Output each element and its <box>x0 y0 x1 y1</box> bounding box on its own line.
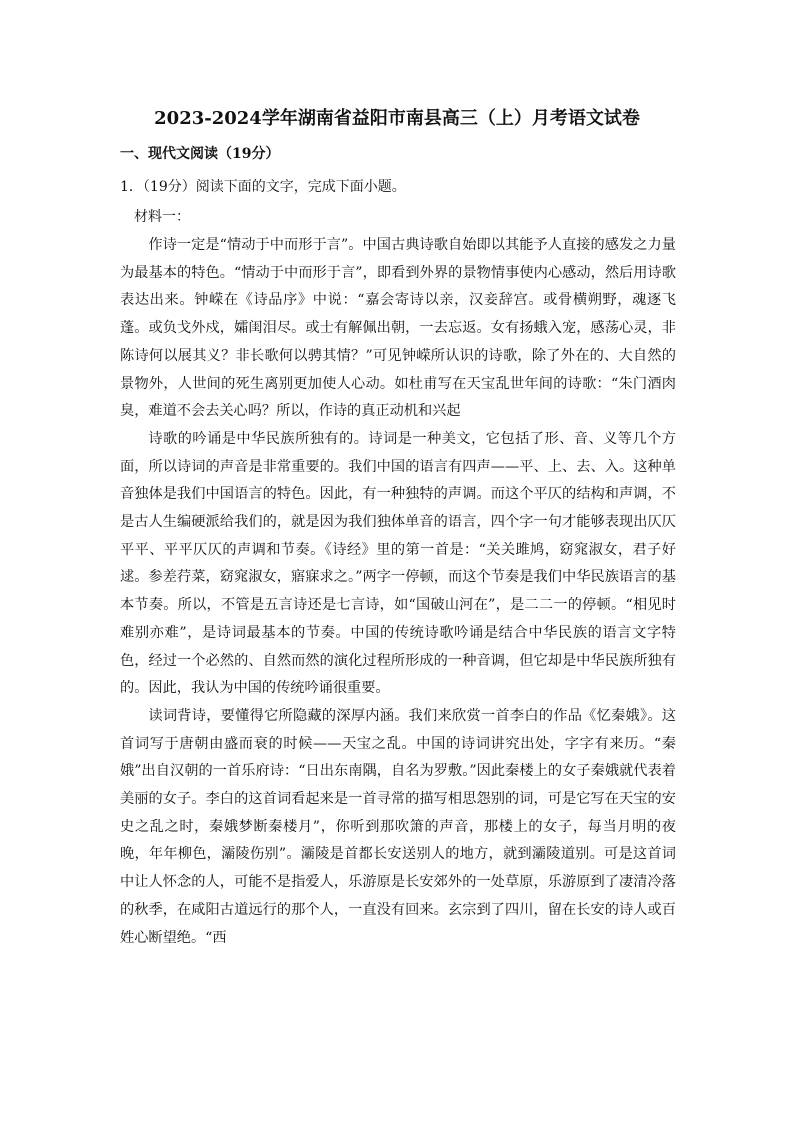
page-title: 2023-2024学年湖南省益阳市南县高三（上）月考语文试卷 <box>154 108 640 129</box>
section-heading: 一、现代文阅读（19分） <box>120 146 280 162</box>
question-stem: 1．（19分）阅读下面的文字，完成下面小题。 <box>120 179 406 195</box>
material-label: 材料一： <box>134 209 190 225</box>
reading-passage <box>120 232 676 952</box>
paragraph-3: 读词背诗，要懂得它所隐藏的深厚内涵。我们来欣赏一首李白的作品《忆秦娥》。这首词写于唐朝由盛而衰的时候——天宝之乱。中国的诗词讲究出处，字字有来历。“秦娥”出自汉朝的一首乐府诗：“日出东南隅，自名为罗敷。”因此秦楼上的女子秦娥就代表着美丽的女子。李白的这首词看起来是一首寻常的描写相思怨别的词，可是它写在天宝的安史之乱之时，秦娥梦断秦楼月”，你听到那吹箫的声音，那楼上的女子，每当月明的夜晚，年年柳色，灞陵伤别”。灞陵是首都长安送别人的地方，就到灞陵道别。可是这首词中让人怀念的人，可能不是指爱人，乐游原是长安郊外的一处草原，乐游原到了凄清冷落的秋季，在咸阳古道远行的那个人，一直没有回来。玄宗到了四川，留在长安的诗人或百姓心断望绝。“西 <box>120 707 676 946</box>
paragraph-1: 作诗一定是“情动于中而形于言”。中国古典诗歌自始即以其能予人直接的感发之力量为最基本的特色。“情动于中而形于言”，即看到外界的景物情事使内心感动，然后用诗歌表达出来。钟嵘在《诗品序》中说：“嘉会寄诗以亲，汉妾辞宫。或骨横朔野，魂逐飞蓬。或负戈外戍，孀闺泪尽。或士有解佩出朝，一去忘返。女有扬蛾入宠，感荡心灵，非陈诗何以展其义？非长歌何以骋其情？”可见钟嵘所认识的诗歌，除了外在的、大自然的景物外，人世间的死生离别更加使人心动。如杜甫写在天宝乱世年间的诗歌：“朱门酒肉臭，难道不会去关心吗？所以，作诗的真正动机和兴起 <box>120 237 676 420</box>
paragraph-2: 诗歌的吟诵是中华民族所独有的。诗词是一种美文，它包括了形、音、义等几个方面，所以诗词的声音是非常重要的。我们中国的语言有四声——平、上、去、入。这种单音独体是我们中国语言的特色。因此，有一种独特的声调。而这个平仄的结构和声调，不是古人生编硬派给我们的，就是因为我们独体单音的语言，四个字一句才能够表现出仄仄平平、平平仄仄的声调和节奏。《诗经》里的第一首是：“关关雎鸠，窈窕淑女，君子好逑。参差荇菜，窈窕淑女，寤寐求之。”两字一停顿，而这个节奏是我们中华民族语言的基本节奏。所以，不管是五言诗还是七言诗，如“国破山河在”，是二二一的停顿。“相见时难别亦难”，是诗词最基本的节奏。中国的传统诗歌吟诵是结合中华民族的语言文字特色，经过一个必然的、自然而然的演化过程所形成的一种音调，但它却是中华民族所独有的。因此，我认为中国的传统吟诵很重要。 <box>120 430 676 697</box>
